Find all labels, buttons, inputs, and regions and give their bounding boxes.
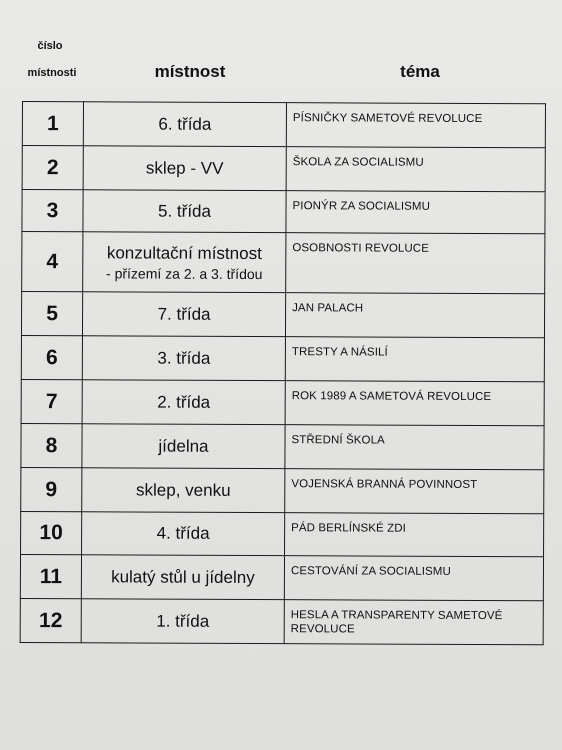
table-row <box>20 554 543 600</box>
table-row <box>21 292 544 338</box>
topic-cell: PIONÝR ZA SOCIALISMU <box>286 191 545 234</box>
table-row <box>20 598 543 644</box>
room-number: 4 <box>22 232 83 292</box>
table-row <box>22 232 545 294</box>
room-name: konzultační místnost <box>106 242 262 263</box>
topic-cell: ROK 1989 A SAMETOVÁ REVOLUCE <box>285 381 544 426</box>
topic-cell: OSOBNOSTI REVOLUCE <box>286 233 545 294</box>
room-cell <box>82 468 285 513</box>
room-number: 7 <box>21 379 82 423</box>
room-number: 2 <box>22 146 83 190</box>
topic-cell: CESTOVÁNÍ ZA SOCIALISMU <box>284 556 543 601</box>
room-cell <box>83 102 286 147</box>
room-name: 2. třída <box>157 392 211 412</box>
topic-cell: ŠKOLA ZA SOCIALISMU <box>286 147 545 192</box>
table-row <box>22 146 545 192</box>
room-name: 6. třída <box>158 114 212 134</box>
topic-cell: HESLA A TRANSPARENTY SAMETOVÉ REVOLUCE <box>284 600 543 645</box>
table-row <box>21 511 544 556</box>
room-cell <box>83 190 286 233</box>
room-cell <box>82 512 285 556</box>
room-number: 3 <box>22 190 83 232</box>
table-row <box>22 190 545 234</box>
room-cell <box>81 555 284 600</box>
room-name: 1. třída <box>156 611 210 631</box>
topic-cell: PÁD BERLÍNSKÉ ZDI <box>285 513 544 557</box>
room-name: kulatý stůl u jídelny <box>111 566 255 587</box>
room-number: 9 <box>21 467 82 511</box>
room-number: 1 <box>22 102 83 146</box>
header-cislo: číslo <box>37 40 63 52</box>
room-number: 12 <box>20 598 81 642</box>
room-name: jídelna <box>158 436 209 456</box>
room-number: 5 <box>21 292 82 336</box>
room-cell <box>81 599 284 644</box>
table-body <box>20 102 545 645</box>
room-number: 6 <box>21 335 82 379</box>
table-row <box>22 102 545 148</box>
room-name: 5. třída <box>158 201 212 221</box>
room-topic-table <box>20 101 546 645</box>
room-number: 10 <box>21 511 82 554</box>
room-cell <box>82 336 285 381</box>
room-cell <box>83 146 286 191</box>
header-mistnosti: místnosti <box>27 67 77 79</box>
table-row <box>21 423 544 469</box>
room-name: sklep, venku <box>136 480 231 500</box>
room-number: 8 <box>21 423 82 467</box>
room-cell <box>82 424 285 469</box>
room-name: 3. třída <box>157 348 211 368</box>
room-name: 7. třída <box>157 304 211 324</box>
topic-cell: JAN PALACH <box>285 293 544 338</box>
room-number: 11 <box>20 554 81 598</box>
table-row <box>21 335 544 381</box>
room-cell <box>82 292 285 337</box>
room-note: - přízemí za 2. a 3. třídou <box>106 264 263 282</box>
table-row <box>21 467 544 513</box>
room-name: sklep - VV <box>145 158 224 178</box>
topic-cell: VOJENSKÁ BRANNÁ POVINNOST <box>285 469 544 514</box>
header-room: místnost <box>154 62 226 81</box>
header-topic: téma <box>400 62 440 81</box>
room-cell <box>83 232 286 293</box>
topic-cell: STŘEDNÍ ŠKOLA <box>285 425 544 470</box>
topic-cell: PÍSNIČKY SAMETOVÉ REVOLUCE <box>286 103 545 148</box>
room-name: 4. třída <box>156 523 210 543</box>
room-cell <box>82 380 285 425</box>
topic-cell: TRESTY A NÁSILÍ <box>285 337 544 382</box>
table-row <box>21 379 544 425</box>
